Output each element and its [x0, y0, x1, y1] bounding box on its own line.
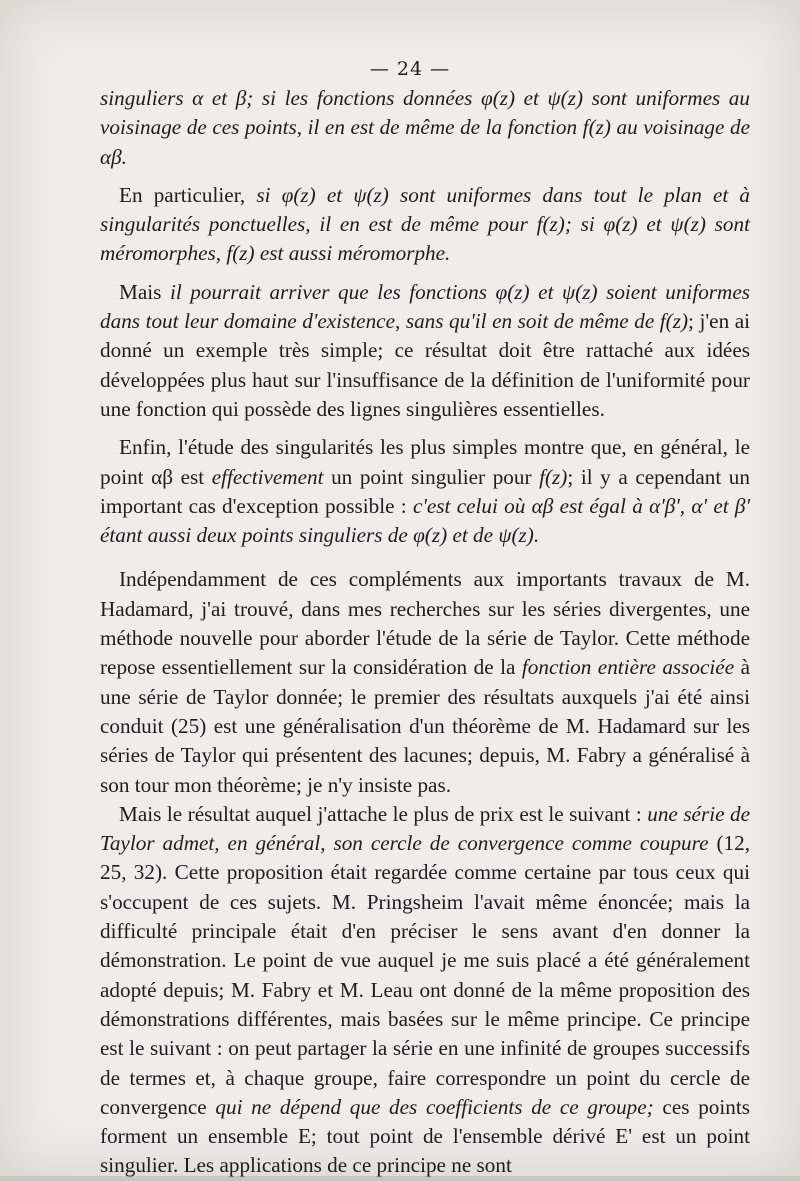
text-run: ; j'en ai donné un exemple très simple; ce résultat doit être rattaché aux idées développées plus haut sur l'insuffisance de la définition de l'uniformité pour une fonction qui possède des lignes singulières essentielles. [100, 309, 750, 421]
paragraph [100, 565, 750, 799]
text-run: un point singulier pour [323, 464, 540, 489]
text-run: (12, 25, 32). Cette proposition était regardée comme certaine par tous ceux qui s'occupent de ces sujets. M. Pringsheim l'avait même énoncée; mais la difficulté principale était d'en préciser le sens avant d'en donner la démonstration. Le point de vue auquel je me suis placé a été généralement adopté depuis; M. Fabry et M. Leau ont donné de la même proposition des démonstrations différentes, mais basées sur le même principe. Ce principe est le suivant : on peut partager la série en une infinité de groupes successifs de termes et, à chaque groupe, faire correspondre un point du cercle de convergence [100, 831, 750, 1119]
text-run: Indépendamment de ces compléments aux importants travaux de M. Hadamard, j'ai trouvé, dans mes recherches sur les séries divergentes, une méthode nouvelle pour aborder l'étude de la série de Taylor. Cette méthode repose essentiellement sur la considération de la [100, 567, 750, 680]
paragraph [100, 181, 750, 269]
italic-text: fonction entière associée [521, 655, 735, 680]
paragraph [100, 84, 750, 172]
text-run: En particulier, [119, 182, 257, 207]
italic-text: singuliers α et β; si les fonctions données φ(z) et ψ(z) sont uniformes au voisinage de ces points, il en est de même de la fonction f(z) au voisinage de αβ. [100, 86, 750, 169]
italic-text: qui ne dépend que des coefficients de ce groupe; [215, 1094, 654, 1119]
text-run: Mais [119, 279, 170, 304]
text-run: Enfin, l'étude des singularités les plus simples montre que, en général, le point αβ est [100, 435, 750, 489]
italic-text: c'est celui où αβ est égal à α'β', α' et β' étant aussi deux points singuliers de φ(z) et de ψ(z). [100, 493, 750, 548]
text-run: Mais le résultat auquel j'attache le plus de prix est le suivant : [119, 801, 648, 826]
page-number: — 24 — [369, 58, 451, 80]
italic-text: effectivement [211, 464, 324, 489]
text-run: ; il y a cependant un important cas d'exception possible : [100, 464, 750, 518]
paragraph [100, 278, 750, 424]
body-text [100, 84, 750, 1181]
text-run: ces points forment un ensemble E; tout point de l'ensemble dérivé E' est un point singulier. Les applications de ce principe ne sont [100, 1094, 750, 1178]
paragraph [100, 800, 750, 1181]
italic-text: une série de Taylor admet, en général, son cercle de convergence comme coupure [100, 801, 750, 856]
italic-text: si φ(z) et ψ(z) sont uniformes dans tout le plan et à singularités ponctuelles, il en est de même pour f(z); si φ(z) et ψ(z) sont méromorphes, f(z) est aussi méromorphe. [100, 182, 750, 266]
italic-text: il pourrait arriver que les fonctions φ(z) et ψ(z) soient uniformes dans tout leur domaine d'existence, sans qu'il en soit de même de f(z) [100, 279, 750, 334]
text-run: à une série de Taylor donnée; le premier des résultats auxquels j'ai été ainsi conduit (25) est une généralisation d'un théorème de M. Hadamard sur les séries de Taylor qui présentent des lacunes; depuis, M. Fabry a généralisé à son tour mon théorème; je n'y insiste pas. [100, 655, 750, 797]
italic-text: f(z) [539, 464, 568, 489]
paragraph [100, 433, 750, 550]
